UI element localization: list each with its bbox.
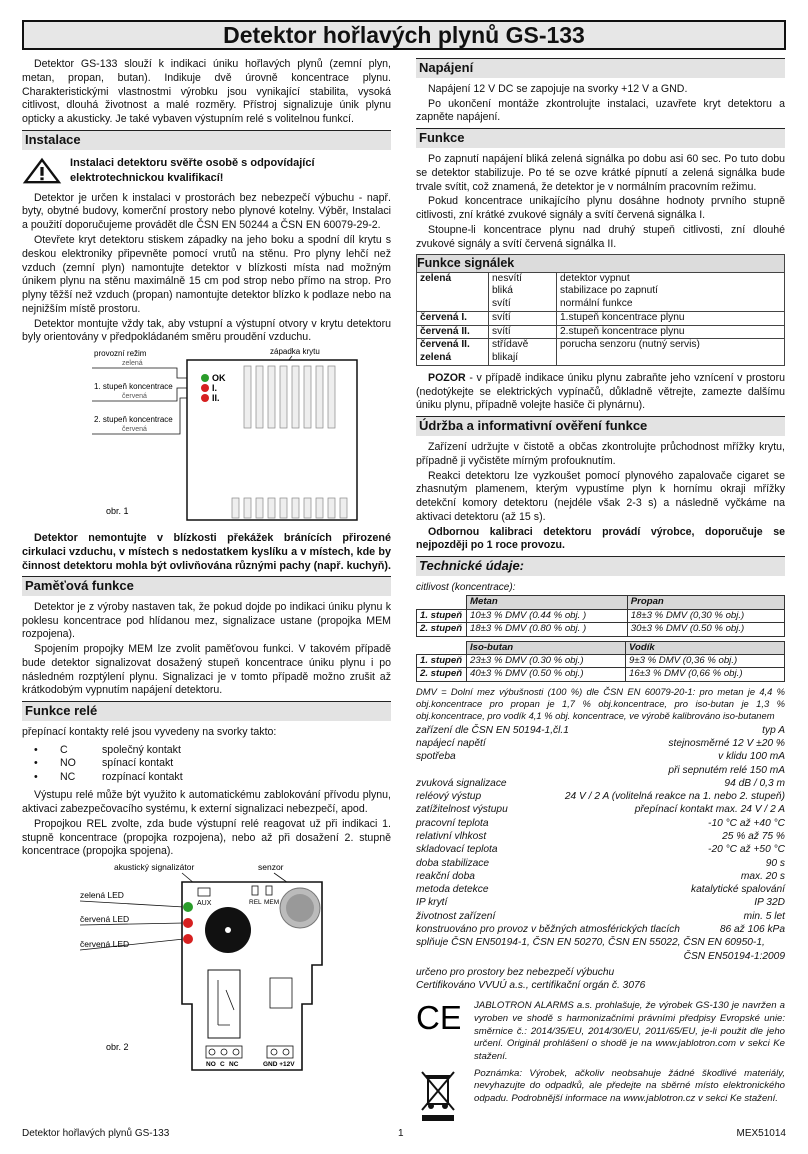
spec-value: 86 až 106 kPa xyxy=(719,924,785,936)
spec-row xyxy=(416,910,785,923)
table-row: červená II. zelená střídavě blikají porucha senzoru (nutný servis) xyxy=(417,339,785,366)
spec-label: reakční doba xyxy=(416,870,475,882)
section-pamet: Paměťová funkce xyxy=(22,576,391,596)
sensitivity-table-1: Metan Propan 1. stupeň 10±3 % DMV (0.44 % obj. ) 18±3 % DMV (0,30 % obj.) 2. stupeň 18±3 % DMV (0.80 % obj. ) 30±3 % DMV (0.50 % obj.) xyxy=(416,595,785,636)
fig2-led-green xyxy=(183,902,193,912)
fig2-label-sensor: senzor xyxy=(258,862,284,873)
fig1-label-latch: západka krytu xyxy=(270,347,320,357)
udrzba-p3: Odbornou kalibraci detektoru provádí výrobce, doporučuje se nejpozději po 1 roce provozu. xyxy=(416,525,785,552)
fig1-led-i xyxy=(201,384,209,392)
spec-value: IP 32D xyxy=(754,897,785,909)
spec-label: IP krytí xyxy=(416,897,448,909)
spec-label: metoda detekce xyxy=(416,884,489,896)
spec-label: reléový výstup xyxy=(416,791,482,803)
instalace-p1: Detektor je určen k instalaci v prostorách bez nebezpečí výbuchu - např. byty, obytné budovy, komerční prostory nebo plynové kotelny. Výběr, Instalaci a použití doporučujeme provádět dle ČSN EN 50244 a ČSN EN 60079-29-2. xyxy=(22,191,391,232)
napajeni-p2: Po ukončení montáže zkontrolujte instalaci, uzavřete kryt detektoru a zapněte napájení. xyxy=(416,97,785,124)
instalace-warning2: Detektor nemontujte v blízkosti překážek bránících přirozené cirkulaci vzduchu, v místech s nedostatkem kyslíku a v místech, kde by činnost detektoru mohla být ovlivňována různými pachy (např. kuchyň). xyxy=(22,531,391,572)
fig1-led-ii xyxy=(201,394,209,402)
spec-value: 94 dB / 0,3 m xyxy=(724,777,785,789)
spec-row xyxy=(416,790,785,803)
fig1-label-stupen2-color: červená xyxy=(122,426,147,434)
weee-note xyxy=(416,1068,785,1129)
fig2-gnd: GND +12V xyxy=(263,1061,295,1069)
table-row: zelená nesvítí bliká svítí detektor vypnut stabilizace po zapnutí normální funkce xyxy=(417,272,785,311)
fig2-label-green: zelená LED xyxy=(80,890,124,901)
specs-list xyxy=(416,724,785,937)
right-column xyxy=(416,58,785,1128)
spec-label: životnost zařízení xyxy=(416,910,496,922)
fig2-nc: NC xyxy=(229,1061,239,1069)
spec-label: zatížitelnost výstupu xyxy=(416,804,508,816)
spec-row xyxy=(416,817,785,830)
figure-2 xyxy=(22,860,391,1085)
dmv-note: DMV = Dolní mez výbušnosti (100 %) dle ČSN EN 60079-20-1: pro metan je 4,4 % obj.koncentrace pro propan je 1,7 % obj.koncentrace, pro iso-butan je 1,3 % obj.koncentrace, pro vodík 4,1 % obj. koncentrace, ve výrobě kalibrováno iso-butanem xyxy=(416,685,785,722)
spec-row xyxy=(416,896,785,909)
weee-text: Poznámka: Výrobek, ačkoliv neobsahuje žádné škodlivé materiály, nevyhazujte do odpadků, ale předejte na sběrné místo elektronického odpadu. Podrobnější informace na www.jablotron.cz v sekci Ke stažení. xyxy=(474,1067,785,1104)
instalace-p2: Otevřete kryt detektoru stiskem západky na jeho boku a spodní díl krytu s deskou elektroniky připevněte pomocí vrutů na stěnu. Pro plyny lehčí než vzduch (zemní plyn) namontujte detektor v blízkosti místa nad možným únikem plynu na stěnu maximálně 15 cm pod strop nebo přímo na strop. Pro plyny těžší než vzduch (propan) namontujte detektor blízko k podlaze nebo na nejnižším místě prostoru. xyxy=(22,234,391,315)
list-item: • NC rozpínací kontakt xyxy=(34,770,183,783)
sensitivity-table-2: Iso-butan Vodík 1. stupeň 23±3 % DMV (0.30 % obj.) 9±3 % DMV (0,36 % obj.) 2. stupeň 40±3 % DMV (0.50 % obj.) 16±3 % DMV (0,66 % obj.) xyxy=(416,641,785,682)
relay-list xyxy=(34,744,391,785)
list-item: • NO spínací kontakt xyxy=(34,757,174,770)
spec-value: -10 °C až +40 °C xyxy=(708,817,785,829)
ce-mark-icon xyxy=(416,1000,460,1034)
spec-value: 25 % až 75 % xyxy=(722,830,785,842)
fig1-label-provozni-color: zelená xyxy=(122,360,143,368)
table-row: 2. stupeň 40±3 % DMV (0.50 % obj.) 16±3 % DMV (0,66 % obj.) xyxy=(417,668,785,681)
spec-value: katalytické spalování xyxy=(690,884,785,896)
fig2-c: C xyxy=(220,1061,225,1069)
signal-table-header: Funkce signálek xyxy=(417,255,785,272)
spec-row xyxy=(416,843,785,856)
warning-box xyxy=(22,155,391,187)
udrzba-p1: Zařízení udržujte v čistotě a občas zkontrolujte průchodnost mřížky krytu, případně ji vyčistěte mírným profouknutím. xyxy=(416,441,785,467)
page-title: Detektor hořlavých plynů GS-133 xyxy=(22,20,786,50)
spec-value: max. 20 s xyxy=(740,870,785,882)
pozor-text: POZOR - v případě indikace úniku plynu zabraňte jeho vznícení v prostoru (nedotýkejte se elektrických vypínačů, důkladně větrejte, zamezte dalšímu úniku plynu, případně volejte hasiče či plynárnu). xyxy=(416,371,785,412)
spec-label: spotřeba xyxy=(416,751,456,763)
spec-label: konstruováno pro provoz v běžných atmosférických tlacích xyxy=(416,924,680,936)
spec-value: přepínací kontakt max. 24 V / 2 A xyxy=(634,804,785,816)
section-napajeni: Napájení xyxy=(416,58,785,78)
udrzba-p2: Reakci detektoru lze vyzkoušet pomocí plynového zapalovače cigaret se zhasnutým plamenem, kterým vypustíme plyn k hornímu okraji mřížky detekční komory detektoru (nejdéle však 2-3 s) a následně vyčkáme na aktivaci detektoru (až 15 s). xyxy=(416,469,785,523)
spec-label: relativní vlhkost xyxy=(416,830,487,842)
section-instalace: Instalace xyxy=(22,130,391,150)
fig2-mem: MEM xyxy=(264,899,280,907)
rele-intro: přepínací kontakty relé jsou vyvedeny na svorky takto: xyxy=(22,726,277,739)
funkce-p3: Stoupne-li koncentrace plynu nad druhý stupeň citlivosti, zní dlouhé zvukové signály a svítí červená signálka II. xyxy=(416,223,785,250)
spec-label: pracovní teplota xyxy=(416,817,489,829)
spec-value: při sepnutém relé 150 mA xyxy=(668,764,785,776)
spec-row xyxy=(416,923,785,936)
norms: splňuje ČSN EN50194-1, ČSN EN 50270, ČSN EN 55022, ČSN EN 60950-1, ČSN EN50194-1:2009 určeno pro prostory bez nebezpečí výbuchu Certifikováno VVUÚ a.s., certifikační orgán č. 3076 xyxy=(416,937,785,992)
spec-value: 24 V / 2 A (volitelná reakce na 1. nebo 2. stupeň) xyxy=(564,791,785,803)
footer-right: MEX51014 xyxy=(736,1128,786,1139)
list-item: • C společný kontakt xyxy=(34,743,181,756)
svg-text:CE: CE xyxy=(416,1000,460,1035)
fig1-caption: obr. 1 xyxy=(106,506,129,517)
warning-icon xyxy=(22,155,62,187)
fig2-aux: AUX xyxy=(197,900,212,908)
fig1-label-stupen2: 2. stupeň koncentrace xyxy=(94,415,173,425)
spec-row xyxy=(416,803,785,816)
fig2-caption: obr. 2 xyxy=(106,1042,129,1053)
spec-row xyxy=(416,737,785,750)
fig2-no: NO xyxy=(206,1061,216,1069)
fig2-led-red2 xyxy=(183,934,193,944)
warning-text: Instalaci detektoru svěřte osobě s odpovídající elektrotechnickou kvalifikací! xyxy=(70,156,315,184)
rele-p2: Propojkou REL zvolte, zda bude výstupní relé reagovat už při indikaci 1. stupně koncentrace (propojka rozpojena), nebo až při dosažení 2. stupně koncentrace (propojka spojena). xyxy=(22,817,391,858)
spec-row xyxy=(416,883,785,896)
spec-row xyxy=(416,777,785,790)
spec-row xyxy=(416,764,785,777)
left-column xyxy=(22,58,391,1090)
spec-value: stejnosměrné 12 V ±20 % xyxy=(668,737,785,749)
spec-value: v klidu 100 mA xyxy=(718,751,785,763)
spec-row xyxy=(416,724,785,737)
section-funkce: Funkce xyxy=(416,128,785,148)
table-row: 2. stupeň 18±3 % DMV (0.80 % obj. ) 30±3 % DMV (0.50 % obj.) xyxy=(417,623,785,636)
table-row: červená I. svítí 1.stupeň koncentrace plynu xyxy=(417,311,785,325)
footer-page-number: 1 xyxy=(398,1128,404,1139)
rele-p1: Výstupu relé může být využito k automatickému zablokování přívodu plynu, aktivaci zabezpečovacího systému, k externí signalizaci nebezpečí, apod. xyxy=(22,789,391,816)
weee-bin-icon xyxy=(416,1068,460,1124)
pamet-p1: Detektor je z výroby nastaven tak, že pokud dojde po indikaci úniku plynu k poklesu koncentrace pod hlídanou mez, signalizace ustane (propojka MEM rozpojena). xyxy=(22,600,391,641)
pamet-p2: Spojením propojky MEM lze zvolit paměťovou funkci. V takovém případě bude detektor signalizovat dosažený stupeň koncentrace úniku plynu i po následném rozptýlení plynu. Signalizaci je v tomto případě možno zrušit až krátkodobým vypnutím napájení detektoru. xyxy=(22,643,391,697)
spec-value: -20 °C až +50 °C xyxy=(708,844,785,856)
spec-label: doba stabilizace xyxy=(416,857,490,869)
signal-table xyxy=(416,254,785,366)
fig2-label-red1: červená LED xyxy=(80,914,130,925)
spec-row xyxy=(416,857,785,870)
section-tech: Technické údaje: xyxy=(416,556,785,576)
intro-text: Detektor GS-133 slouží k indikaci úniku hořlavých plynů (zemní plyn, metan, propan, butan). Indikuje dvě úrovně koncentrace plynu. Charakteristickými vlastnostmi výrobku jsou vynikající stabilita, vysoká citlivost, dlouhá životnost a malé rozměry. Přístroj signalizuje únik plynu opticky a akusticky. Je také vybaven výstupním relé s volitelnou funkcí. xyxy=(22,58,391,126)
section-rele: Funkce relé xyxy=(22,701,391,721)
funkce-p1: Po zapnutí napájení bliká zelená signálka po dobu asi 60 sec. Po tuto dobu se detektor stabilizuje. Po té se ozve krátké pípnutí a zelená signálka bude trvale svítit, což znamená, že detektor je v normálním pracovním režimu. xyxy=(416,153,785,193)
spec-value: min. 5 let xyxy=(743,910,785,922)
ce-text: JABLOTRON ALARMS a.s. prohlašuje, že výrobek GS-130 je navržen a vyroben ve shodě s harmonizačními právními předpisy Evropské unie: směrnice č.: 2014/35/EU, 2014/30/EU, 2011/65/EU, je-li použit dle jeho určení. Originál prohlášení o shodě je na www.jablotron.com v sekci Ke stažení. xyxy=(474,1000,785,1062)
tech-citlivost: citlivost (koncentrace): xyxy=(416,582,516,594)
spec-value: typ A xyxy=(762,724,785,736)
fig1-ii: II. xyxy=(212,393,220,404)
spec-label: zařízení dle ČSN EN 50194-1,čl.1 xyxy=(416,724,569,736)
figure-1 xyxy=(22,346,391,521)
table-row: 1. stupeň 23±3 % DMV (0.30 % obj.) 9±3 % DMV (0,36 % obj.) xyxy=(417,655,785,668)
funkce-p2: Pokud koncentrace unikajícího plynu dosáhne hodnoty prvního stupně citlivosti, zní krátké zvukové signály a svítí červená signálka I. xyxy=(416,195,785,222)
fig1-label-provozni: provozní režim xyxy=(94,349,147,359)
fig1-i: I. xyxy=(212,383,218,394)
fig1-label-stupen1: 1. stupeň koncentrace xyxy=(94,382,173,392)
instalace-p3: Detektor montujte vždy tak, aby vstupní a výstupní otvory v krytu detektoru byly orientovány v předpokládaném směru proudění vzduchu. xyxy=(22,317,391,344)
table-row: červená II. svítí 2.stupeň koncentrace plynu xyxy=(417,325,785,339)
fig1-led-ok xyxy=(201,374,209,382)
spec-label: skladovací teplota xyxy=(416,844,498,856)
fig1-label-stupen1-color: červená xyxy=(122,393,147,401)
ce-declaration xyxy=(416,1000,785,1063)
footer-left: Detektor hořlavých plynů GS-133 xyxy=(22,1128,170,1139)
section-udrzba: Údržba a informativní ověření funkce xyxy=(416,416,785,436)
spec-label: zvuková signalizace xyxy=(416,777,507,789)
fig2-label-red2: červená LED xyxy=(80,939,130,950)
spec-row xyxy=(416,830,785,843)
spec-label: napájecí napětí xyxy=(416,737,486,749)
fig2-label-buzzer: akustický signalizátor xyxy=(114,862,195,873)
spec-value: 90 s xyxy=(765,857,785,869)
fig1-ok: OK xyxy=(212,373,226,384)
table-row: 1. stupeň 10±3 % DMV (0.44 % obj. ) 18±3 % DMV (0,30 % obj.) xyxy=(417,609,785,622)
spec-row xyxy=(416,750,785,763)
spec-row xyxy=(416,870,785,883)
napajeni-p1: Napájení 12 V DC se zapojuje na svorky +12 V a GND. xyxy=(428,82,688,95)
fig2-led-red1 xyxy=(183,918,193,928)
fig2-rel: REL xyxy=(249,899,262,907)
